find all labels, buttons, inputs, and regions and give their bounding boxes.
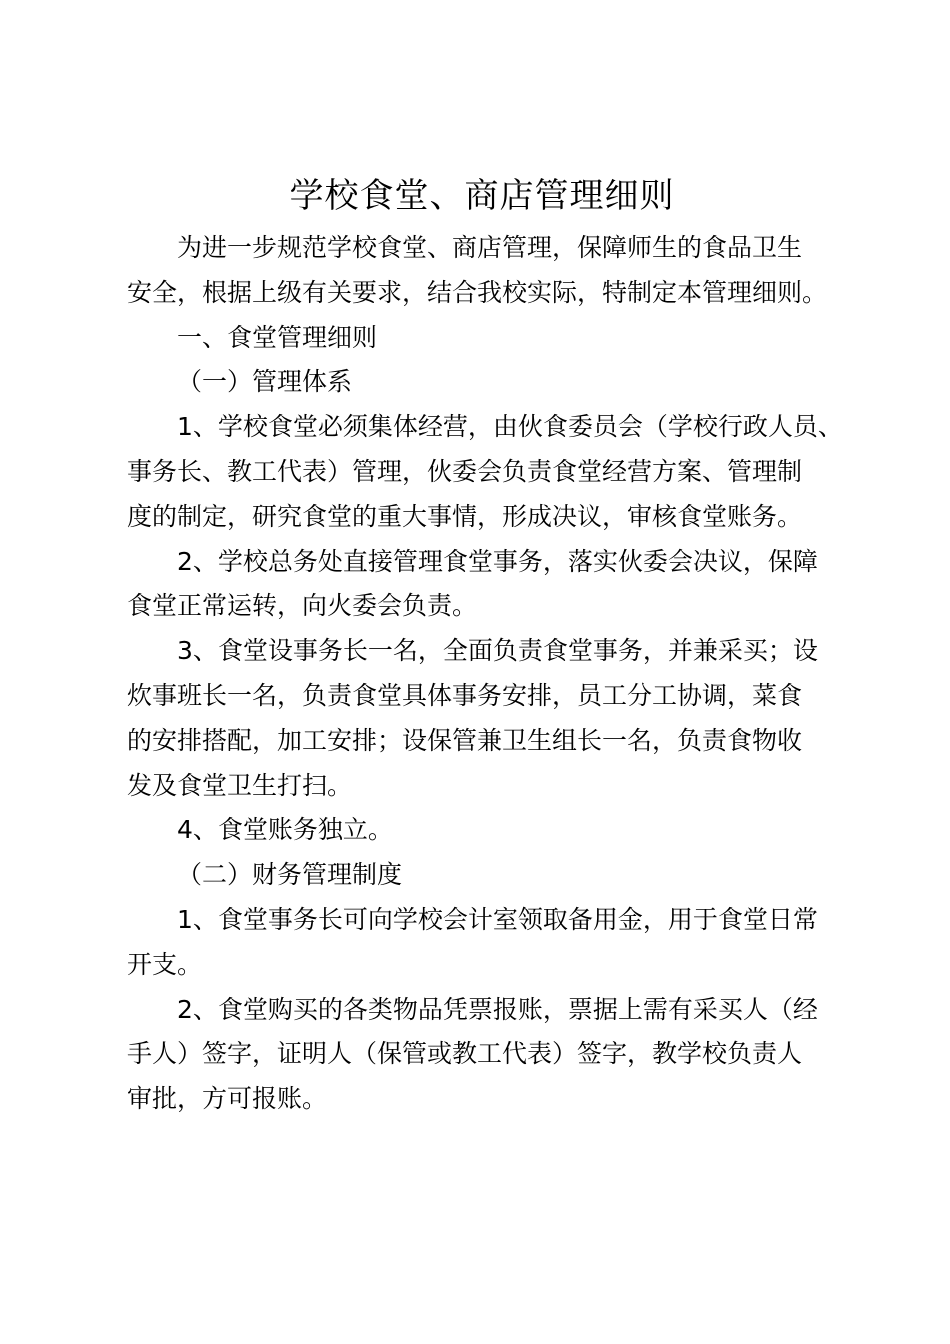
paragraph-line: 为进一步规范学校食堂、商店管理，保障师生的食品卫生 [177,233,803,262]
paragraph-item-4 [127,808,837,853]
paragraph-finance-1 [127,898,837,988]
subsection-heading-1 [127,360,837,405]
paragraph-line: 手人）签字，证明人（保管或教工代表）签字，教学校负责人 [127,1039,803,1069]
paragraph-line: （一）管理体系 [177,367,353,397]
paragraph-line: 事务长、教工代表）管理，伙委会负责食堂经营方案、管理制 [127,456,803,486]
paragraph-line: 发及食堂卫生打扫。 [127,770,353,800]
document-body [127,226,843,1122]
section-heading-1 [127,316,837,361]
paragraph-line: 2、食堂购买的各类物品凭票报账，票据上需有采买人（经 [177,994,818,1024]
paragraph-line: 食堂正常运转，向火委会负责。 [127,591,478,621]
document-title: 学校食堂、商店管理细则 [289,176,675,216]
paragraph-line: 一、食堂管理细则 [177,322,378,352]
paragraph-item-1 [127,405,843,539]
paragraph-line: 的安排搭配，加工安排；设保管兼卫生组长一名，负责食物收 [127,725,803,755]
paragraph-item-3 [127,629,837,808]
paragraph-finance-2 [127,988,837,1122]
paragraph-line: 度的制定，研究食堂的重大事情，形成决议，审核食堂账务。 [127,501,803,531]
paragraph-line: （二）财务管理制度 [177,860,403,890]
paragraph-intro [127,226,837,316]
document-page [127,170,843,1122]
paragraph-line: 炊事班长一名，负责食堂具体事务安排，员工分工协调，菜食 [127,680,803,710]
paragraph-line: 1、学校食堂必须集体经营，由伙食委员会（学校行政人员、 [177,412,843,442]
subsection-heading-2 [127,853,837,898]
paragraph-line: 3、食堂设事务长一名，全面负责食堂事务，并兼采买；设 [177,636,818,666]
paragraph-line: 开支。 [127,949,203,979]
paragraph-line: 审批，方可报账。 [127,1084,328,1114]
paragraph-item-2 [127,540,837,630]
paragraph-line: 1、食堂事务长可向学校会计室领取备用金，用于食堂日常 [177,904,818,934]
paragraph-line: 2、学校总务处直接管理食堂事务，落实伙委会决议，保障 [177,546,818,576]
paragraph-line: 安全，根据上级有关要求，结合我校实际，特制定本管理细则。 [127,277,828,307]
paragraph-line: 4、食堂账务独立。 [177,815,393,845]
